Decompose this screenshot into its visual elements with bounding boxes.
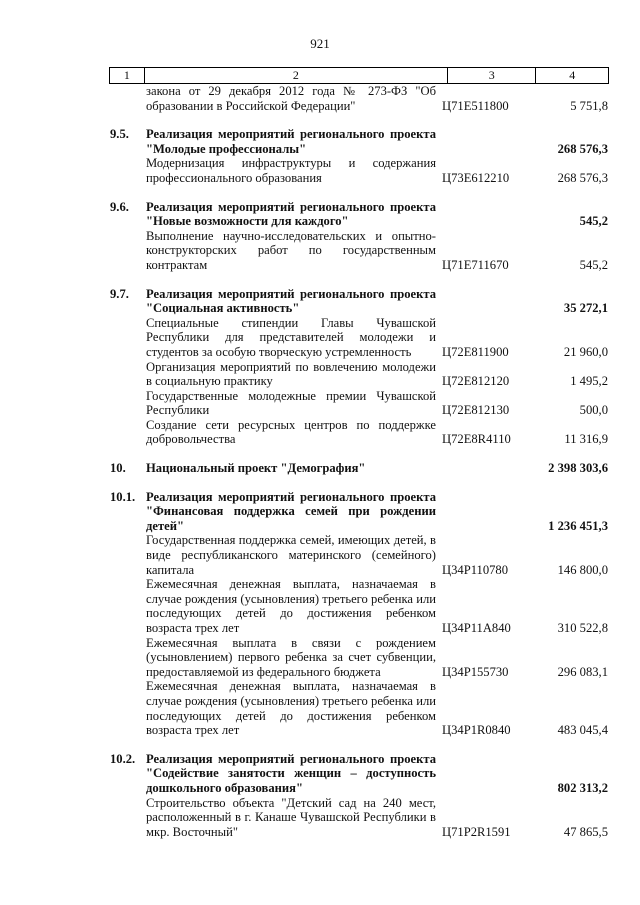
item-code: Ц34Р11А840 — [442, 621, 511, 635]
section-gap — [0, 273, 640, 287]
item-amount: 500,0 — [579, 403, 608, 418]
section-number: 9.7. — [110, 286, 129, 301]
item-amount: 146 800,0 — [557, 562, 608, 577]
item-code: Ц34Р1R0840 — [442, 723, 511, 738]
item-amount: 47 865,5 — [563, 824, 608, 839]
table-header — [109, 67, 609, 84]
section-title: Реализация мероприятий регионального проекта "Молодые профессионалы" — [146, 127, 436, 156]
row-spacer — [110, 796, 146, 840]
section-amount: 1 236 451,3 — [548, 518, 608, 533]
item-amount: 268 576,3 — [557, 170, 608, 185]
page-number: 921 — [310, 36, 330, 51]
row-spacer — [110, 418, 146, 447]
item-code: Ц71Е711670 — [442, 257, 509, 272]
row-spacer — [110, 533, 146, 577]
row-spacer — [110, 316, 146, 360]
budget-section — [110, 127, 608, 185]
row-spacer — [110, 229, 146, 273]
item-description: Ежемесячная денежная выплата, назначаемая в случае рождения (усыновления) третьего ребенка или последующих детей до достижения ребенком возраста трех лет — [146, 679, 436, 738]
budget-section — [110, 84, 608, 113]
item-amount: 545,2 — [579, 257, 608, 272]
item-code: Ц72Е812130 — [442, 403, 510, 418]
row-spacer — [110, 577, 146, 635]
row-spacer — [110, 156, 146, 185]
item-code: Ц72Е812120 — [442, 374, 510, 389]
row-spacer — [110, 389, 146, 418]
section-number: 9.5. — [110, 127, 129, 142]
section-gap — [0, 738, 640, 752]
item-code: Ц34Р155730 — [442, 664, 509, 679]
section-gap — [0, 113, 640, 127]
item-description: Создание сети ресурсных центров по поддержке добровольчества — [146, 417, 436, 447]
section-number: 10. — [110, 461, 126, 476]
header-col-1: 1 — [110, 68, 145, 83]
section-title: Национальный проект "Демография" — [146, 461, 366, 476]
row-spacer — [110, 360, 146, 389]
item-description: Государственные молодежные премии Чувашской Республики — [146, 388, 436, 418]
section-amount: 802 313,2 — [557, 780, 608, 795]
item-code: Ц71Е511800 — [442, 98, 509, 113]
item-amount: 5 751,8 — [570, 98, 608, 113]
item-amount: 21 960,0 — [563, 344, 608, 359]
item-description: закона от 29 декабря 2012 года № 273-ФЗ "Об образовании в Российской Федерации" — [146, 84, 436, 113]
item-description: Ежемесячная выплата в связи с рождением (усыновлением) первого ребенка за счет субвенции, предоставляемой из федерального бюджета — [146, 635, 436, 679]
section-amount: 2 398 303,6 — [548, 461, 608, 476]
row-spacer — [110, 636, 146, 680]
budget-section — [110, 752, 608, 840]
item-amount: 1 495,2 — [570, 374, 608, 389]
budget-section — [110, 490, 608, 738]
table-body — [0, 84, 640, 839]
section-amount: 545,2 — [579, 214, 608, 229]
section-title: Реализация мероприятий регионального проекта "Содействие занятости женщин – доступность дошкольного образования" — [146, 751, 436, 795]
item-description: Модернизация инфраструктуры и содержания профессионального образования — [146, 156, 436, 185]
header-col-3: 3 — [448, 68, 536, 83]
section-title: Реализация мероприятий регионального проекта "Финансовая поддержка семей при рождении детей" — [146, 489, 436, 533]
item-amount: 310 522,8 — [557, 621, 608, 635]
item-code: Ц34Р110780 — [442, 562, 509, 577]
section-number: 9.6. — [110, 199, 129, 214]
section-number: 10.1. — [110, 489, 136, 504]
item-code: Ц72Е811900 — [442, 344, 509, 359]
item-description: Специальные стипендии Главы Чувашской Республики для представителей молодежи и студентов за особую творческую устремленность — [146, 315, 436, 359]
item-description: Организация мероприятий по вовлечению молодежи в социальную практику — [146, 359, 436, 389]
budget-section — [110, 200, 608, 273]
budget-section — [110, 287, 608, 448]
item-amount: 483 045,4 — [557, 723, 608, 738]
section-number: 10.2. — [110, 751, 136, 766]
section-gap — [0, 476, 640, 490]
item-description: Выполнение научно-исследовательских и опытно-конструкторских работ по государственным контрактам — [146, 228, 436, 272]
item-description: Ежемесячная денежная выплата, назначаемая в случае рождения (усыновления) третьего ребенка или последующих детей до достижения ребенком возраста трех лет — [146, 577, 436, 635]
header-col-2: 2 — [145, 68, 448, 83]
item-code: Ц71Р2R1591 — [442, 824, 511, 839]
row-spacer — [110, 679, 146, 737]
item-code: Ц72Е8R4110 — [442, 432, 511, 447]
section-amount: 268 576,3 — [557, 141, 608, 156]
item-amount: 11 316,9 — [564, 432, 608, 447]
row-spacer — [110, 84, 146, 113]
section-amount: 35 272,1 — [563, 301, 608, 316]
header-col-4: 4 — [569, 68, 576, 82]
item-code: Ц73Е612210 — [442, 170, 510, 185]
section-gap — [0, 447, 640, 461]
item-description: Государственная поддержка семей, имеющих детей, в виде республиканского материнского (семейного) капитала — [146, 533, 436, 577]
section-gap — [0, 186, 640, 200]
item-amount: 296 083,1 — [557, 664, 608, 679]
section-title: Реализация мероприятий регионального проекта "Новые возможности для каждого" — [146, 199, 436, 229]
budget-section — [110, 461, 608, 476]
item-description: Строительство объекта "Детский сад на 240 мест, расположенный в г. Канаше Чувашской Республики в мкр. Восточный" — [146, 795, 436, 839]
section-title: Реализация мероприятий регионального проекта "Социальная активность" — [146, 286, 436, 316]
